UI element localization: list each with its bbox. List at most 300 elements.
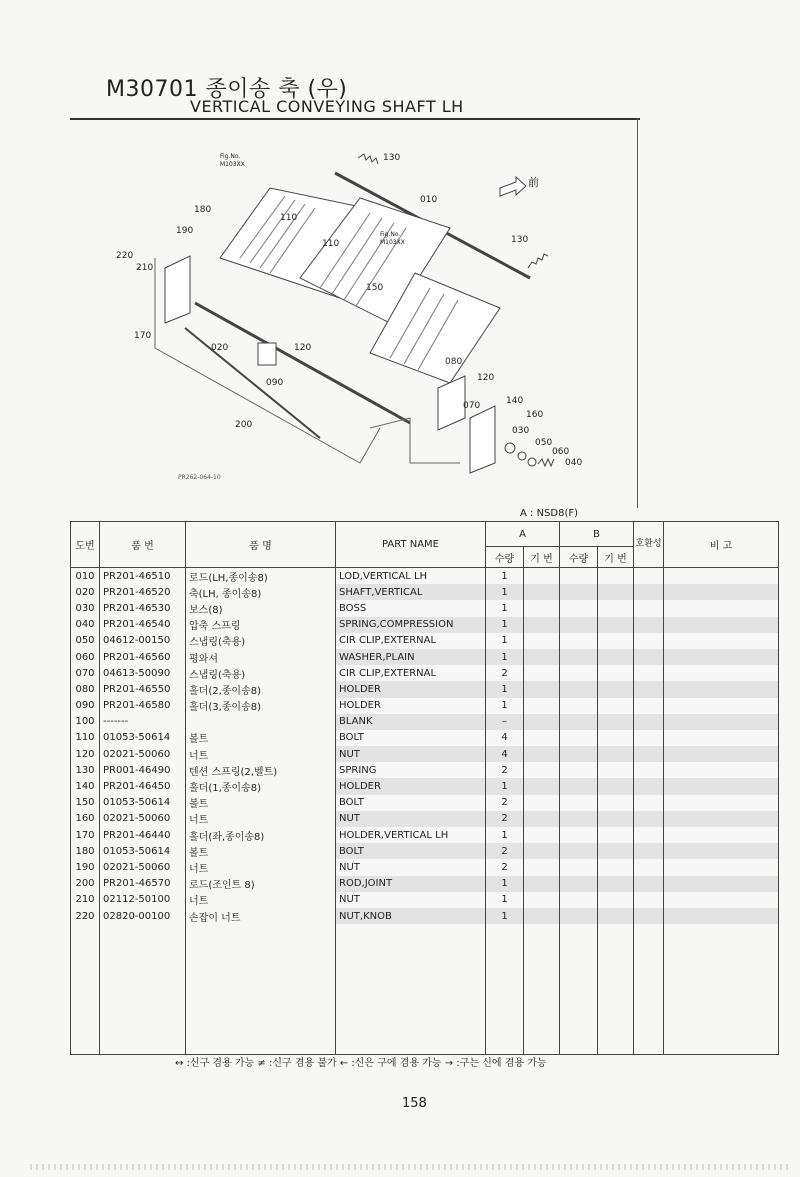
row-qty-a: 1 — [486, 876, 524, 892]
callout-120b: 120 — [477, 373, 495, 383]
callout-150: 150 — [366, 283, 384, 293]
row-qty-b — [560, 811, 598, 827]
row-base-a — [524, 714, 560, 730]
row-part-no: 04613-50090 — [100, 665, 186, 681]
row-part-name-kr: 압축 스프링 — [186, 617, 336, 633]
row-part-name-kr: 너트 — [186, 859, 336, 875]
row-interchange — [634, 730, 664, 746]
row-no: 120 — [71, 746, 100, 762]
callout-020: 020 — [211, 343, 229, 353]
row-qty-b — [560, 730, 598, 746]
fig-ref-2: Fig.No. — [380, 231, 401, 238]
row-base-a — [524, 859, 560, 875]
row-no: 220 — [71, 908, 100, 924]
row-remarks — [664, 811, 779, 827]
row-qty-b — [560, 843, 598, 859]
row-no: 060 — [71, 649, 100, 665]
callout-120a: 120 — [294, 343, 312, 353]
row-interchange — [634, 827, 664, 843]
row-part-no: 01053-50614 — [100, 795, 186, 811]
row-part-name-en: WASHER,PLAIN — [336, 649, 486, 665]
col-part-no: 품 번 — [100, 522, 186, 568]
row-part-name-en: HOLDER — [336, 778, 486, 794]
row-part-no: PR201-46530 — [100, 600, 186, 616]
col-qty-a: 수량 — [486, 547, 524, 568]
row-part-name-en: SPRING — [336, 762, 486, 778]
row-base-a — [524, 843, 560, 859]
row-remarks — [664, 876, 779, 892]
table-row — [71, 681, 779, 697]
callout-200: 200 — [235, 420, 253, 430]
row-qty-a: 1 — [486, 568, 524, 585]
row-qty-a: 1 — [486, 600, 524, 616]
row-part-no: PR201-46450 — [100, 778, 186, 794]
washer-060-shape — [528, 458, 536, 466]
row-qty-b — [560, 892, 598, 908]
row-part-name-kr: 홀더(좌,종이송8) — [186, 827, 336, 843]
row-no: 070 — [71, 665, 100, 681]
row-interchange — [634, 746, 664, 762]
row-part-name-kr: 홀더(3,종이송8) — [186, 698, 336, 714]
row-remarks — [664, 730, 779, 746]
table-row — [71, 649, 779, 665]
variant-label: A : NSD8(F) — [520, 508, 579, 519]
row-interchange — [634, 843, 664, 859]
scan-artifact — [30, 1164, 790, 1170]
row-qty-a: 2 — [486, 811, 524, 827]
empty-cell — [634, 924, 664, 1055]
callout-090: 090 — [266, 378, 284, 388]
callout-210: 210 — [136, 263, 154, 273]
table-row — [71, 568, 779, 585]
spring-130-right-shape — [528, 254, 548, 268]
row-qty-b — [560, 633, 598, 649]
row-base-b — [598, 617, 634, 633]
row-remarks — [664, 859, 779, 875]
empty-cell — [598, 924, 634, 1055]
row-interchange — [634, 859, 664, 875]
row-base-a — [524, 892, 560, 908]
row-base-b — [598, 665, 634, 681]
col-remarks: 비 고 — [664, 522, 779, 568]
row-interchange — [634, 665, 664, 681]
row-base-b — [598, 681, 634, 697]
row-qty-a: 2 — [486, 795, 524, 811]
empty-cell — [71, 924, 100, 1055]
callout-190: 190 — [176, 226, 194, 236]
row-base-a — [524, 762, 560, 778]
fig-ref-2-code: M103XX — [380, 239, 405, 246]
page-number: 158 — [402, 1096, 427, 1111]
row-no: 080 — [71, 681, 100, 697]
boss-030-shape — [505, 443, 515, 453]
row-qty-b — [560, 762, 598, 778]
row-part-name-en: NUT — [336, 811, 486, 827]
row-remarks — [664, 795, 779, 811]
empty-cell — [560, 924, 598, 1055]
row-remarks — [664, 827, 779, 843]
callout-130b: 130 — [511, 235, 529, 245]
row-part-name-kr: 너트 — [186, 892, 336, 908]
col-no: 도번 — [71, 522, 100, 568]
row-no: 010 — [71, 568, 100, 585]
page-title: M30701 종이송 축 (우) — [106, 77, 348, 102]
row-no: 210 — [71, 892, 100, 908]
col-interchange: 호환성 — [634, 522, 664, 568]
table-row — [71, 665, 779, 681]
row-interchange — [634, 778, 664, 794]
callout-010: 010 — [420, 195, 438, 205]
fig-ref-1-code: M103XX — [220, 161, 245, 168]
row-no: 130 — [71, 762, 100, 778]
row-part-name-kr: 홀더(2,종이송8) — [186, 681, 336, 697]
row-part-name-kr — [186, 714, 336, 730]
row-qty-b — [560, 568, 598, 585]
empty-cell — [664, 924, 779, 1055]
row-qty-b — [560, 617, 598, 633]
row-part-no: ------- — [100, 714, 186, 730]
row-base-b — [598, 714, 634, 730]
row-part-no: 02021-50060 — [100, 859, 186, 875]
row-qty-a: 1 — [486, 649, 524, 665]
row-part-no: PR201-46580 — [100, 698, 186, 714]
row-part-no: 02021-50060 — [100, 746, 186, 762]
row-base-a — [524, 665, 560, 681]
row-part-name-kr: 보스(8) — [186, 600, 336, 616]
direction-label: 前 — [528, 176, 539, 189]
col-part-name-en: PART NAME — [336, 522, 486, 568]
row-interchange — [634, 876, 664, 892]
row-interchange — [634, 795, 664, 811]
row-remarks — [664, 762, 779, 778]
row-part-name-kr: 로드(조인트 8) — [186, 876, 336, 892]
row-part-no: PR201-46560 — [100, 649, 186, 665]
clip-050-shape — [518, 452, 526, 460]
row-part-name-kr: 볼트 — [186, 795, 336, 811]
row-qty-a: 1 — [486, 827, 524, 843]
row-interchange — [634, 633, 664, 649]
table-row — [71, 892, 779, 908]
row-no: 150 — [71, 795, 100, 811]
row-interchange — [634, 681, 664, 697]
table-row — [71, 778, 779, 794]
row-base-b — [598, 698, 634, 714]
row-no: 200 — [71, 876, 100, 892]
table-row — [71, 730, 779, 746]
row-remarks — [664, 584, 779, 600]
holder-170-shape — [165, 256, 190, 323]
callout-050: 050 — [535, 438, 553, 448]
row-interchange — [634, 714, 664, 730]
row-base-b — [598, 811, 634, 827]
row-qty-a: 1 — [486, 617, 524, 633]
table-row — [71, 843, 779, 859]
row-qty-a: 2 — [486, 859, 524, 875]
row-base-a — [524, 730, 560, 746]
spring-040-shape — [538, 459, 554, 466]
row-part-no: PR201-46550 — [100, 681, 186, 697]
row-part-no: PR201-46510 — [100, 568, 186, 585]
row-base-a — [524, 633, 560, 649]
row-base-b — [598, 762, 634, 778]
spring-130-top-shape — [358, 154, 378, 164]
row-part-name-en: NUT,KNOB — [336, 908, 486, 924]
row-remarks — [664, 746, 779, 762]
row-qty-a: – — [486, 714, 524, 730]
callout-140: 140 — [506, 396, 524, 406]
row-part-name-en: HOLDER,VERTICAL LH — [336, 827, 486, 843]
col-part-name-kr: 품 명 — [186, 522, 336, 568]
row-no: 020 — [71, 584, 100, 600]
row-part-name-en: NUT — [336, 892, 486, 908]
row-base-b — [598, 827, 634, 843]
row-remarks — [664, 698, 779, 714]
row-part-name-en: HOLDER — [336, 698, 486, 714]
row-remarks — [664, 600, 779, 616]
row-remarks — [664, 568, 779, 585]
row-qty-b — [560, 908, 598, 924]
row-base-a — [524, 649, 560, 665]
row-base-b — [598, 568, 634, 585]
page-subtitle: VERTICAL CONVEYING SHAFT LH — [190, 97, 464, 116]
row-no: 110 — [71, 730, 100, 746]
row-no: 090 — [71, 698, 100, 714]
callout-080: 080 — [445, 357, 463, 367]
row-interchange — [634, 568, 664, 585]
callout-070: 070 — [463, 401, 481, 411]
row-interchange — [634, 649, 664, 665]
row-base-b — [598, 859, 634, 875]
row-part-name-kr: 평와셔 — [186, 649, 336, 665]
table-row — [71, 908, 779, 924]
row-interchange — [634, 908, 664, 924]
row-qty-a: 1 — [486, 892, 524, 908]
row-qty-b — [560, 665, 598, 681]
row-part-name-en: BLANK — [336, 714, 486, 730]
row-interchange — [634, 584, 664, 600]
row-base-a — [524, 681, 560, 697]
row-qty-a: 2 — [486, 843, 524, 859]
row-qty-a: 1 — [486, 908, 524, 924]
row-qty-b — [560, 681, 598, 697]
row-remarks — [664, 908, 779, 924]
table-row — [71, 633, 779, 649]
row-no: 140 — [71, 778, 100, 794]
row-base-a — [524, 617, 560, 633]
row-no: 050 — [71, 633, 100, 649]
row-qty-a: 1 — [486, 778, 524, 794]
table-row — [71, 859, 779, 875]
diagram-drawing — [70, 118, 638, 506]
col-qty-b: 수량 — [560, 547, 598, 568]
empty-cell — [524, 924, 560, 1055]
empty-cell — [486, 924, 524, 1055]
row-base-b — [598, 908, 634, 924]
row-qty-b — [560, 795, 598, 811]
row-part-name-en: SHAFT,VERTICAL — [336, 584, 486, 600]
row-part-no: PR201-46440 — [100, 827, 186, 843]
callout-110b: 110 — [322, 239, 340, 249]
table-row — [71, 827, 779, 843]
table-row — [71, 811, 779, 827]
row-part-no: 01053-50614 — [100, 730, 186, 746]
row-part-name-en: ROD,JOINT — [336, 876, 486, 892]
row-qty-b — [560, 600, 598, 616]
row-part-name-kr: 홀더(1,종이송8) — [186, 778, 336, 794]
row-part-name-en: NUT — [336, 746, 486, 762]
row-base-a — [524, 698, 560, 714]
row-qty-a: 4 — [486, 746, 524, 762]
row-remarks — [664, 617, 779, 633]
row-base-b — [598, 876, 634, 892]
row-qty-b — [560, 698, 598, 714]
row-part-no: PR001-46490 — [100, 762, 186, 778]
row-part-name-en: CIR CLIP,EXTERNAL — [336, 633, 486, 649]
row-part-name-kr: 볼트 — [186, 843, 336, 859]
parts-table-body — [71, 568, 779, 1055]
row-base-a — [524, 827, 560, 843]
col-base-b: 기 번 — [598, 547, 634, 568]
row-base-b — [598, 649, 634, 665]
row-no: 100 — [71, 714, 100, 730]
row-part-name-en: BOSS — [336, 600, 486, 616]
row-interchange — [634, 892, 664, 908]
row-part-name-kr: 손잡이 너트 — [186, 908, 336, 924]
row-part-name-kr: 로드(LH,종이송8) — [186, 568, 336, 585]
row-part-name-kr: 텐션 스프링(2,벨트) — [186, 762, 336, 778]
callout-030: 030 — [512, 426, 530, 436]
diagram-right-border — [637, 118, 638, 508]
table-row — [71, 746, 779, 762]
row-part-name-en: BOLT — [336, 730, 486, 746]
row-base-b — [598, 892, 634, 908]
holder-080-shape — [438, 376, 465, 430]
empty-cell — [336, 924, 486, 1055]
row-qty-b — [560, 714, 598, 730]
row-base-b — [598, 795, 634, 811]
holder-090-shape — [258, 343, 276, 365]
row-base-b — [598, 778, 634, 794]
row-qty-b — [560, 827, 598, 843]
row-part-name-kr: 스냅링(축용) — [186, 665, 336, 681]
row-remarks — [664, 778, 779, 794]
table-row — [71, 795, 779, 811]
row-qty-b — [560, 859, 598, 875]
row-part-name-en: SPRING,COMPRESSION — [336, 617, 486, 633]
row-interchange — [634, 600, 664, 616]
row-part-name-en: HOLDER — [336, 681, 486, 697]
col-group-b: B — [560, 522, 634, 547]
callout-180: 180 — [194, 205, 212, 215]
row-interchange — [634, 698, 664, 714]
col-base-a: 기 번 — [524, 547, 560, 568]
row-part-no: 01053-50614 — [100, 843, 186, 859]
callout-110a: 110 — [280, 213, 298, 223]
row-part-name-en: CIR CLIP,EXTERNAL — [336, 665, 486, 681]
interchange-legend: ↔ :신구 겸용 가능 ≠ :신구 겸용 불가 ← :신은 구에 겸용 가능 → :구는 신에 겸용 가능 — [175, 1058, 547, 1069]
parts-table — [70, 521, 779, 1055]
row-base-b — [598, 730, 634, 746]
row-qty-a: 1 — [486, 681, 524, 697]
callout-040: 040 — [565, 458, 583, 468]
row-remarks — [664, 649, 779, 665]
row-part-no: PR201-46520 — [100, 584, 186, 600]
row-base-b — [598, 600, 634, 616]
callout-170: 170 — [134, 331, 152, 341]
row-part-name-kr: 볼트 — [186, 730, 336, 746]
row-no: 170 — [71, 827, 100, 843]
row-base-a — [524, 584, 560, 600]
row-base-a — [524, 811, 560, 827]
table-row — [71, 762, 779, 778]
row-remarks — [664, 892, 779, 908]
row-part-no: 02021-50060 — [100, 811, 186, 827]
row-part-no: 04612-00150 — [100, 633, 186, 649]
row-base-a — [524, 746, 560, 762]
row-remarks — [664, 633, 779, 649]
table-row — [71, 584, 779, 600]
row-qty-b — [560, 778, 598, 794]
row-qty-b — [560, 584, 598, 600]
row-base-a — [524, 876, 560, 892]
row-part-name-kr: 스냅링(축용) — [186, 633, 336, 649]
row-part-name-en: LOD,VERTICAL LH — [336, 568, 486, 585]
row-part-name-kr: 축(LH, 종이송8) — [186, 584, 336, 600]
row-part-name-kr: 너트 — [186, 811, 336, 827]
drawing-number: PR262-064-10 — [178, 474, 221, 481]
fig-ref-1: Fig.No. — [220, 153, 241, 160]
callout-160: 160 — [526, 410, 544, 420]
row-qty-a: 2 — [486, 762, 524, 778]
row-remarks — [664, 843, 779, 859]
row-base-a — [524, 795, 560, 811]
row-qty-a: 1 — [486, 633, 524, 649]
row-part-name-en: BOLT — [336, 795, 486, 811]
row-base-a — [524, 778, 560, 794]
row-qty-a: 1 — [486, 698, 524, 714]
row-base-a — [524, 908, 560, 924]
row-no: 160 — [71, 811, 100, 827]
table-row — [71, 876, 779, 892]
row-base-b — [598, 746, 634, 762]
row-remarks — [664, 665, 779, 681]
row-base-b — [598, 843, 634, 859]
row-base-a — [524, 600, 560, 616]
direction-arrow-icon — [500, 177, 526, 196]
row-no: 190 — [71, 859, 100, 875]
row-qty-b — [560, 649, 598, 665]
row-no: 030 — [71, 600, 100, 616]
table-row — [71, 600, 779, 616]
row-remarks — [664, 681, 779, 697]
callout-220: 220 — [116, 251, 134, 261]
row-base-a — [524, 568, 560, 585]
row-qty-a: 2 — [486, 665, 524, 681]
row-interchange — [634, 811, 664, 827]
row-qty-a: 4 — [486, 730, 524, 746]
table-empty-space — [71, 924, 779, 1055]
col-group-a: A — [486, 522, 560, 547]
row-interchange — [634, 762, 664, 778]
row-remarks — [664, 714, 779, 730]
empty-cell — [100, 924, 186, 1055]
row-qty-b — [560, 746, 598, 762]
table-row — [71, 698, 779, 714]
row-base-b — [598, 633, 634, 649]
row-no: 040 — [71, 617, 100, 633]
table-row — [71, 714, 779, 730]
row-part-name-en: BOLT — [336, 843, 486, 859]
